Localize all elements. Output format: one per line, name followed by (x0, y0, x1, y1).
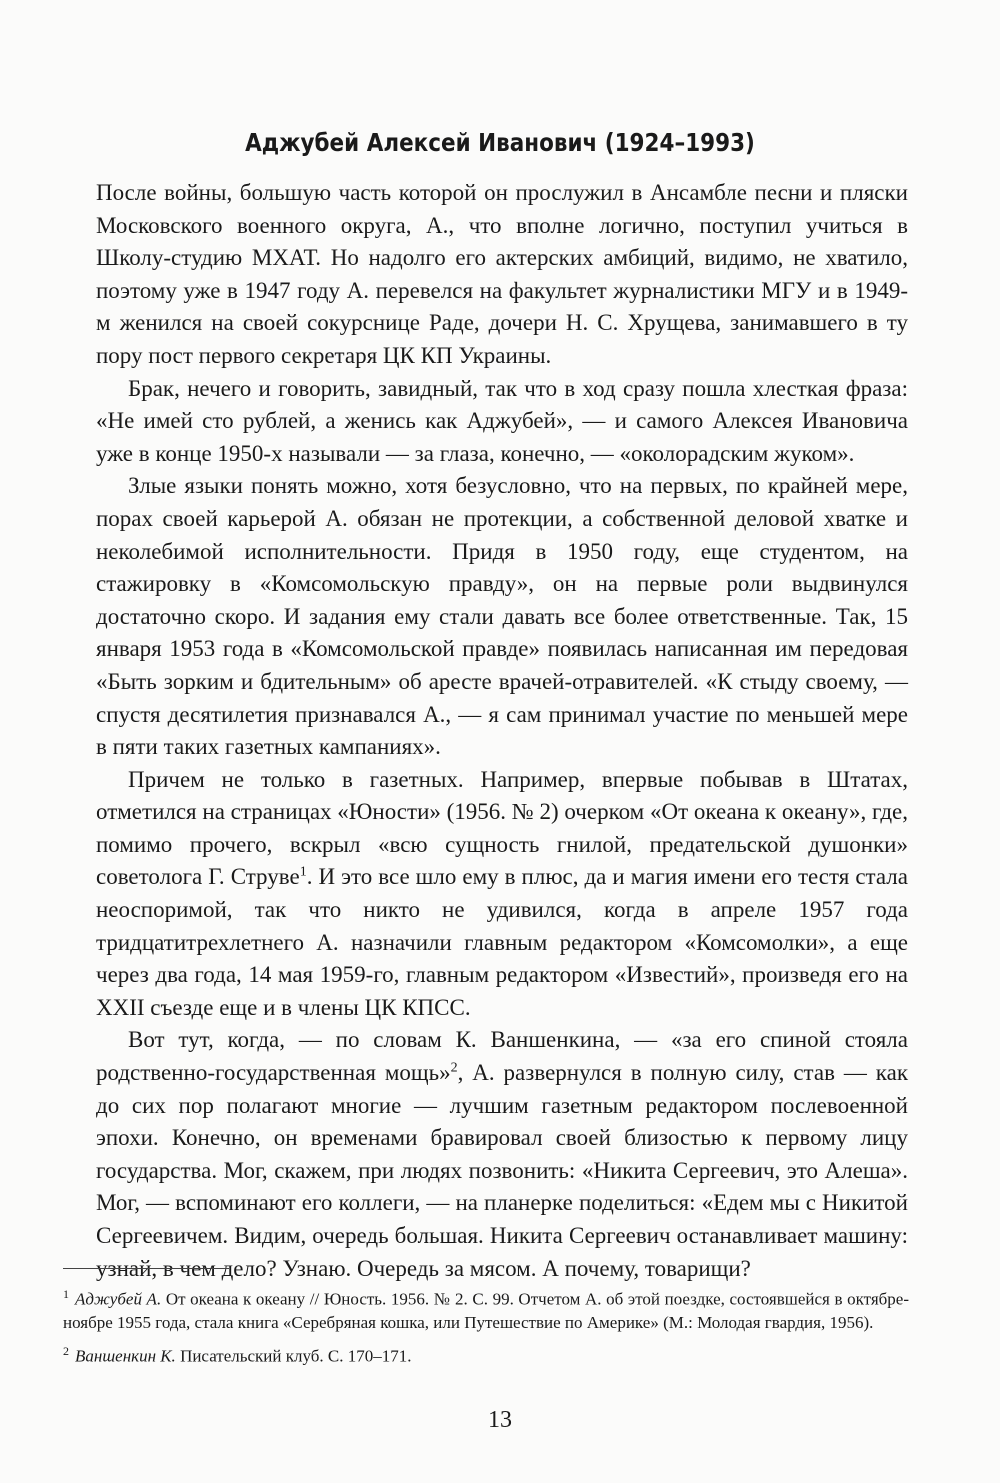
footnote-ref-1: 1 (299, 864, 307, 880)
paragraph-4-text-a: Причем не только в газетных. Например, впервые побывав в Штатах, отметился на страницах «Юности» (1956. № 2) очерком «От океана к океану», где, помимо прочего, вскрыл «всю сущность гнилой, предательской душонки» советолога Г. Струве (96, 766, 908, 890)
paragraph-5-text-b: , А. развернулся в полную силу, став — как до сих пор полагают многие — лучшим газетным редактором послевоенной эпохи. Конечно, он временами бравировал своей близостью к первому лицу государства. Мог, скажем, при людях позвонить: «Никита Сергеевич, это Алеша». Мог, — вспоминают его коллеги, — на планерке поделиться: «Едем мы с Никитой Сергеевичем. Видим, очередь большая. Никита Сергеевич останавливает машину: узнай, в чем дело? Узнаю. Очередь за мясом. А почему, товарищи? (96, 1060, 908, 1281)
footnotes (63, 1268, 909, 1373)
page-number: 13 (488, 1407, 512, 1433)
footnote-1-author: Аджубей А. (75, 1289, 162, 1309)
paragraph-1: После войны, большую часть которой он прослужил в Ансамбле песни и пляски Московского военного округа, А., что вполне логично, поступил учиться в Школу-студию МХАТ. Но надолго его актерских амбиций, видимо, не хватило, поэтому уже в 1947 году А. перевелся на факультет журналистики МГУ и в 1949-м женился на своей сокурснице Раде, дочери Н. С. Хрущева, занимавшего в ту пору пост первого секретаря ЦК КП Украины. (96, 180, 908, 368)
body-text (96, 177, 908, 1285)
footnote-divider (63, 1268, 229, 1269)
footnote-1-text: От океана к океану // Юность. 1956. № 2. С. 99. Отчетом А. об этой поездке, состоявшейся в октябре-ноябре 1955 года, стала книга «Серебряная кошка, или Путешествие по Америке» (М.: Молодая гвардия, 1956). (63, 1289, 910, 1333)
footnote-2 (63, 1340, 909, 1368)
paragraph-3: Злые языки понять можно, хотя безусловно, что на первых, по крайней мере, порах своей карьерой А. обязан не протекции, а собственной деловой хватке и неколебимой исполнительности. Придя в 1950 году, еще студентом, на стажировку в «Комсомольскую правду», он на первые роли выдвинулся достаточно скоро. И задания ему стали давать все более ответственные. Так, 15 января 1953 года в «Комсомольской правде» появилась написанная им передовая «Быть зорким и бдительным» об аресте врачей-отравителей. «К стыду своему, — спустя десятилетия признавался А., — я сам принимал участие по меньшей мере в пяти таких газетных кампаниях». (96, 473, 908, 760)
footnote-1 (63, 1283, 909, 1335)
paragraph-2: Брак, нечего и говорить, завидный, так что в ход сразу пошла хлесткая фраза: «Не имей сто рублей, а женись как Аджубей», — и самого Алексея Ивановича уже в конце 1950-х называли — за глаза, конечно, — «околорадским жуком». (96, 375, 908, 466)
paragraph-4 (96, 764, 908, 1025)
footnote-1-number: 1 (63, 1287, 69, 1301)
footnote-2-author: Ваншенкин К. (75, 1346, 176, 1366)
paragraph-4-text-b: . И это все шло ему в плюс, да и магия имени его тестя стала неоспоримой, так что никто не удивился, когда в апреле 1957 года тридцатитрехлетнего А. назначили главным редактором «Комсомолки», а еще через два года, 14 мая 1959-го, главным редактором «Известий», произведя его на XXII съезде еще и в члены ЦК КПСС. (96, 864, 908, 1020)
chapter-heading: Аджубей Алексей Иванович (1924–1993) (245, 128, 755, 157)
paragraph-5 (96, 1024, 908, 1285)
footnote-2-number: 2 (63, 1343, 69, 1358)
paragraph-5-text-a: Вот тут, когда, — по словам К. Ваншенкина, — «за его спиной стояла родственно-государственная мощь» (96, 1027, 908, 1086)
footnote-ref-2: 2 (450, 1060, 458, 1076)
footnote-2-text: Писательский клуб. С. 170–171. (175, 1346, 412, 1366)
